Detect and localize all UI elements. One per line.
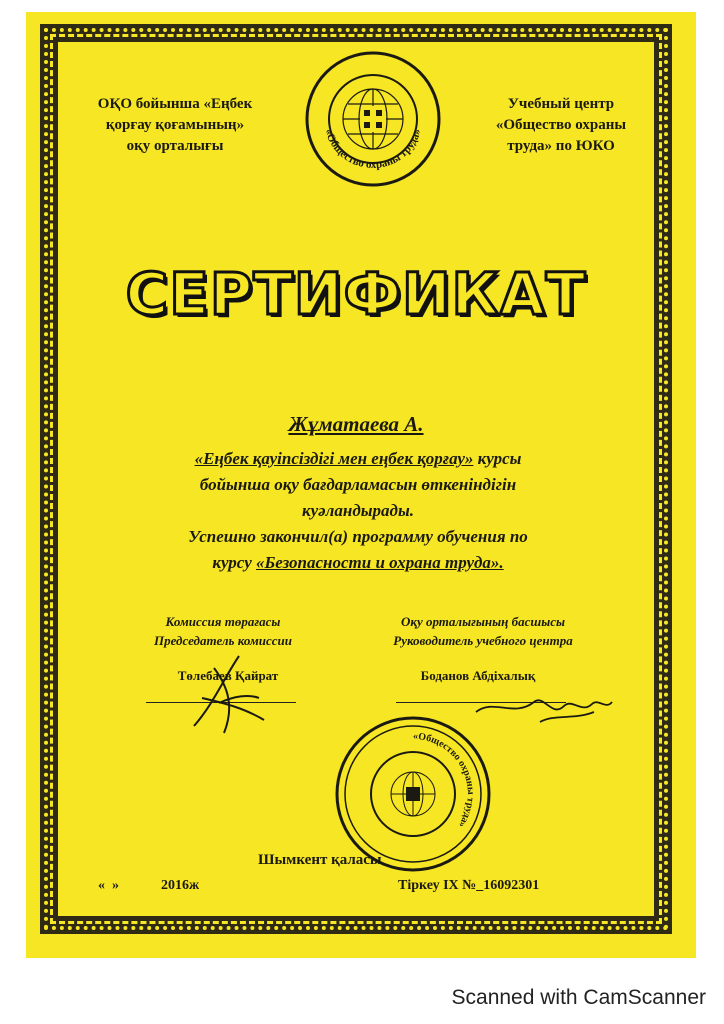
stamp-text: «Общество охраны труда» xyxy=(412,730,477,830)
certificate-body xyxy=(98,446,618,576)
body-line-5 xyxy=(98,550,618,576)
body-line-4: Успешно закончил(а) программу обучения по xyxy=(188,527,528,546)
body-line-2: бойынша оқу бағдарламасын өткеніндігін xyxy=(199,475,517,494)
registration-number: Тіркеу IX №_16092301 xyxy=(398,878,540,893)
header-right-line: труда» по ЮКО xyxy=(507,138,615,154)
signatory-right-name: Боданов Абдіхалық xyxy=(420,668,536,683)
signatory-right-title xyxy=(358,612,608,650)
logo-text: «Общество охраны труда» xyxy=(322,127,424,172)
signatory-title-ru: Руководитель учебного центра xyxy=(393,633,573,648)
city: Шымкент қаласы xyxy=(258,852,382,868)
header-left-line: оқу орталығы xyxy=(126,138,224,154)
body-line-3: куәландырады. xyxy=(301,501,415,520)
certificate-content xyxy=(58,42,654,916)
handwritten-signature-left xyxy=(184,648,274,738)
organization-logo xyxy=(304,50,442,188)
signatory-left-name: Төлебаев Қайрат xyxy=(177,668,279,683)
signatory-left-title xyxy=(118,612,328,650)
body-text: курсу xyxy=(212,553,256,572)
signatory-title-ru: Председатель комиссии xyxy=(154,633,292,648)
course-name-ru: «Безопасности и охрана труда». xyxy=(256,553,504,572)
certificate-title: СЕРТИФИКАТ xyxy=(125,260,587,328)
course-name-kz: «Еңбек қауіпсіздігі мен еңбек қорғау» xyxy=(194,449,474,468)
signatory-title-kz: Комиссия төрағасы xyxy=(165,614,281,629)
header-right-ru xyxy=(466,94,656,157)
header-left-line: қорғау қоғамының» xyxy=(105,117,245,133)
issue-date: « » 2016ж xyxy=(98,878,200,893)
svg-text:«Общество охраны труда» xyxy=(413,731,476,830)
header-right-line: Учебный центр xyxy=(507,96,615,112)
body-line-1 xyxy=(98,446,618,472)
signatory-title-kz: Оқу орталығының басшысы xyxy=(400,614,566,629)
header-left-kz xyxy=(80,94,270,157)
header-right-line: «Общество охраны xyxy=(495,117,627,133)
header-left-line: ОҚО бойынша «Еңбек xyxy=(97,96,253,112)
body-text: курсы xyxy=(473,449,522,468)
recipient-name: Жұматаева А. xyxy=(288,412,424,436)
official-stamp xyxy=(328,714,498,874)
scanner-watermark: Scanned with CamScanner xyxy=(451,986,706,1009)
